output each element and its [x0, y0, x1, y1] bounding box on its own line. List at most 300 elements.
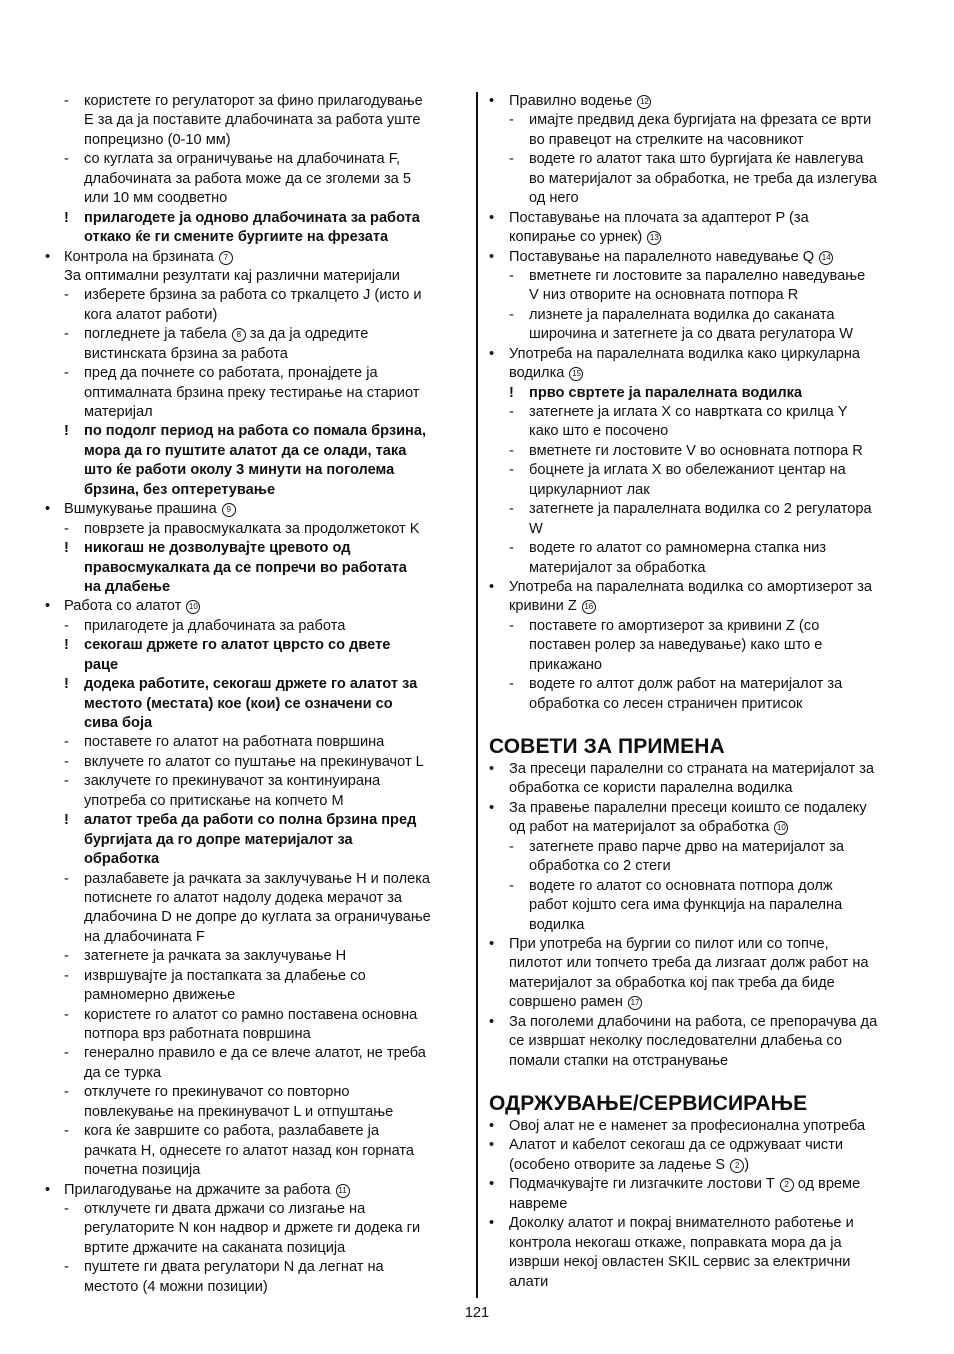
line-text: поставен ролер за наведување) како што е: [529, 637, 823, 654]
text-line: [45, 792, 467, 811]
text-line: [489, 150, 913, 169]
line-text: обработка со лесен страничен притисок: [529, 695, 803, 712]
text-line: [489, 636, 913, 655]
text-line: [45, 597, 467, 616]
text-line: [489, 131, 913, 150]
line-text: материјалот за обработка: [529, 559, 706, 576]
line-text: Поставување на паралелното наведување Q: [509, 248, 815, 265]
text-line: [489, 481, 913, 500]
dash-marker: -: [64, 1259, 69, 1276]
text-line: [489, 1032, 913, 1051]
bullet-marker: •: [45, 501, 51, 518]
line-text: откако ќе ги смените бургиите на фрезата: [84, 229, 389, 246]
line-text: како што е посочено: [529, 423, 669, 440]
text-line: [489, 877, 913, 896]
line-text: обработка со 2 стеги: [529, 858, 671, 875]
line-text: рачката H, однесете го алатот назад кон горната: [84, 1142, 415, 1159]
line-text: Доколку алатот и покрај внимателното работење и: [509, 1215, 854, 1232]
line-text: вметнете ги лостовите V во основната потпора R: [529, 442, 863, 459]
text-line: [489, 656, 913, 675]
text-line: [489, 364, 913, 383]
line-text: прилагодете ја одново длабочината за работа: [84, 209, 420, 226]
text-line: [489, 799, 913, 818]
bullet-marker: •: [489, 1118, 495, 1134]
line-text: За поголеми длабочини на работа, се препорачува да: [509, 1013, 878, 1030]
line-text: местото (местата) кое (кои) се означени со: [84, 695, 393, 712]
text-line: [489, 760, 913, 779]
text-line: [45, 92, 467, 111]
text-line: [45, 714, 467, 733]
text-line: [489, 442, 913, 461]
text-line: [45, 850, 467, 869]
figure-reference-badge: 17: [628, 996, 642, 1010]
line-text: прво свртете ја паралелната водилка: [529, 384, 803, 401]
text-line: [45, 500, 467, 519]
line-text-continued: за да ја одредите: [245, 326, 369, 343]
line-text: Контрола на брзината: [64, 248, 214, 265]
text-line: [45, 656, 467, 675]
dash-marker: -: [64, 326, 69, 343]
text-line: [45, 831, 467, 850]
text-line: [489, 228, 913, 247]
line-text: секогаш држете го алатот цврсто со двете: [84, 637, 391, 654]
bullet-marker: •: [489, 799, 495, 816]
line-text: Подмачкувајте ги лизгачките лостови T: [509, 1176, 775, 1193]
text-line: [45, 150, 467, 169]
text-line: [489, 189, 913, 208]
line-text: материјал: [84, 404, 153, 420]
bullet-marker: •: [489, 1215, 495, 1232]
line-text-continued: ): [744, 1156, 750, 1173]
figure-reference-badge: 15: [569, 367, 583, 381]
dash-marker: -: [509, 676, 514, 693]
line-text: на длабење: [84, 578, 171, 595]
figure-reference-badge: 2: [780, 1178, 794, 1192]
line-text: водилка: [509, 365, 565, 382]
text-line: [45, 520, 467, 539]
text-line: [45, 286, 467, 305]
text-line: [45, 384, 467, 403]
line-text: отклучете ги двата држачи со лизгање на: [84, 1200, 366, 1217]
line-text: правосмукалката да се попречи во работата: [84, 559, 407, 576]
text-line: [489, 838, 913, 857]
line-text: местото (4 можни позиции): [84, 1278, 268, 1295]
line-text: E за да ја поставите длабочината за работа уште: [84, 112, 421, 129]
text-line: [45, 1103, 467, 1122]
line-text: Вшмукување прашина: [64, 501, 217, 518]
line-text: разлабавете ја рачката за заклучување H и полека: [84, 870, 431, 887]
warning-marker: !: [64, 540, 69, 557]
line-text: Алатот и кабелот секогаш да се одржуваат чисти: [509, 1137, 844, 1154]
dash-marker: -: [509, 151, 514, 168]
line-text: пуштете ги двата регулатори N да легнат на: [84, 1259, 384, 1276]
line-text: При употреба на бургии со пилот или со топче,: [509, 935, 829, 952]
figure-reference-badge: 2: [730, 1159, 744, 1173]
line-text: Прилагодување на држачите за работа: [64, 1181, 331, 1198]
line-text: затегнете ја рачката за заклучување H: [84, 948, 347, 965]
text-line: [45, 209, 467, 228]
line-text: затегнете право парче дрво на материјалот за: [529, 838, 845, 855]
dash-marker: -: [509, 306, 514, 323]
application-tips-list: [489, 760, 913, 1071]
line-text: широчина и затегнете ја со двата регулатора W: [529, 326, 853, 343]
line-text: обработка се користи паралелна водилка: [509, 780, 793, 797]
line-text: или 10 мм соодветно: [84, 190, 228, 207]
dash-marker: -: [64, 753, 69, 770]
text-line: [489, 1175, 913, 1194]
bullet-marker: •: [489, 578, 495, 595]
bullet-marker: •: [45, 248, 51, 265]
text-line: [45, 1258, 467, 1277]
line-text: никогаш не дозволувајте цревото од: [84, 540, 351, 557]
line-text: вртите држачите на саканата позиција: [84, 1239, 346, 1256]
warning-marker: !: [64, 812, 69, 829]
line-text: изберете брзина за работа со тркалцето J (исто и: [84, 287, 422, 304]
text-line: [45, 870, 467, 889]
dash-marker: -: [64, 520, 69, 537]
line-text: потпора врз работната површина: [84, 1026, 311, 1042]
line-text: работ којшто сега има функција на паралелна: [529, 897, 843, 914]
text-line: [489, 779, 913, 798]
text-line: [45, 131, 467, 150]
dash-marker: -: [509, 501, 514, 518]
line-text: навреме: [509, 1195, 568, 1212]
line-text: прилагодете ја длабочината за работа: [84, 617, 346, 634]
text-line: [489, 500, 913, 519]
figure-reference-badge: 7: [219, 251, 233, 265]
line-text: се извршат неколку последователни длабења со: [509, 1033, 842, 1050]
page-number: 121: [464, 1305, 490, 1321]
text-line: [489, 422, 913, 441]
line-text: раце: [84, 656, 119, 673]
warning-marker: !: [64, 676, 69, 693]
text-line: [45, 306, 467, 325]
line-text: употреба со притискање на копчето M: [84, 792, 344, 809]
text-line: [45, 1122, 467, 1141]
text-line: [489, 974, 913, 993]
bullet-marker: •: [45, 598, 51, 615]
line-text: затегнете ја иглата X со навртката со крилца Y: [529, 404, 848, 420]
warning-marker: !: [509, 384, 514, 401]
line-text: погледнете ја табела: [84, 326, 227, 343]
line-text: пред да почнете со работата, пронајдете ја: [84, 365, 378, 382]
line-text: во правецот на стрелките на часовникот: [529, 131, 804, 148]
text-line: [489, 1253, 913, 1272]
figure-reference-badge: 13: [647, 231, 661, 245]
line-text: изврши некој овластен SKIL сервис за електрични: [509, 1254, 851, 1271]
line-text: обработка: [84, 851, 160, 868]
line-text: водете го алтот долж работ на материјалот за: [529, 676, 843, 693]
line-text: сива боја: [84, 715, 153, 731]
line-text: по подолг период на работа со помала брзина,: [84, 423, 427, 440]
bullet-marker: •: [489, 93, 495, 109]
figure-reference-badge: 14: [819, 251, 833, 265]
text-line: [489, 1273, 913, 1292]
line-text: помали стапки на отстранување: [509, 1052, 729, 1069]
line-text: вметнете ги лостовите за паралелно наведување: [529, 267, 866, 284]
line-text: водете го алатот така што бургијата ќе навлегува: [529, 151, 864, 168]
text-line: [45, 111, 467, 130]
line-text: користете го алатот со рамно поставена основна: [84, 1006, 418, 1023]
text-line: [45, 889, 467, 908]
dash-marker: -: [64, 365, 69, 382]
dash-marker: -: [64, 948, 69, 965]
line-text: генерално правило е да се влече алатот, не треба: [84, 1045, 426, 1062]
text-line: [489, 1117, 913, 1136]
left-column: [45, 92, 467, 1297]
line-text: кривини Z: [509, 598, 577, 615]
text-line: [45, 1219, 467, 1238]
line-text: Употреба на паралелната водилка со амортизерот за: [509, 578, 873, 595]
bullet-marker: •: [489, 209, 495, 226]
figure-reference-badge: 12: [637, 95, 651, 109]
line-text-continued: од време: [793, 1176, 861, 1193]
line-text: вклучете го алатот со пуштање на прекинувачот L: [84, 753, 424, 770]
line-text: од работ на материјалот за обработка: [509, 819, 770, 836]
line-text: поставете го алатот на работната површина: [84, 734, 385, 751]
text-line: [45, 1278, 467, 1297]
line-text: циркуларниот лак: [529, 481, 650, 498]
text-line: [489, 675, 913, 694]
text-line: [45, 228, 467, 247]
line-text: оптималната брзина преку тестирање на стариот: [84, 384, 420, 401]
text-line: [489, 597, 913, 616]
text-line: [45, 1064, 467, 1083]
text-line: [45, 947, 467, 966]
text-line: [45, 908, 467, 927]
warning-marker: !: [64, 209, 69, 226]
line-text: За оптимални резултати кај различни материјали: [64, 267, 400, 284]
text-line: [489, 92, 913, 111]
dash-marker: -: [509, 404, 514, 420]
line-text: вистинската брзина за работа: [84, 345, 288, 362]
text-line: [45, 189, 467, 208]
text-line: [45, 811, 467, 830]
text-line: [489, 954, 913, 973]
text-line: [45, 695, 467, 714]
text-line: [45, 753, 467, 772]
line-text: V низ отворите на основната потпора R: [529, 287, 799, 304]
figure-reference-badge: 11: [336, 1184, 350, 1198]
line-text: алати: [509, 1273, 549, 1290]
column-divider: [476, 92, 478, 1298]
line-text: Овој алат не е наменет за професионална употреба: [509, 1118, 866, 1134]
dash-marker: -: [509, 462, 514, 479]
figure-reference-badge: 8: [232, 328, 246, 342]
line-text: W: [529, 520, 543, 537]
line-text: Поставување на плочата за адаптерот P (за: [509, 209, 809, 226]
line-text: кога ќе завршите со работа, разлабавете ја: [84, 1123, 380, 1140]
figure-reference-badge: 10: [186, 600, 200, 614]
text-line: [489, 559, 913, 578]
line-text: мора да го пуштите алатот да се олади, така: [84, 442, 407, 459]
warning-marker: !: [64, 423, 69, 440]
line-text: регулаторите N кон надвор и држете ги додека ги: [84, 1220, 421, 1237]
line-text: длабочината за работа може да се зголеми за 5: [84, 170, 411, 187]
line-text: прикажано: [529, 656, 603, 673]
text-line: [45, 928, 467, 947]
text-line: [45, 1181, 467, 1200]
line-text: од него: [529, 190, 579, 207]
line-text: рамномерно движење: [84, 987, 236, 1004]
line-text: длабочина D не допре до куглата за ограничување: [84, 909, 431, 926]
text-line: [489, 539, 913, 558]
text-line: [45, 442, 467, 461]
text-line: [45, 345, 467, 364]
dash-marker: -: [64, 967, 69, 984]
text-line: [45, 1142, 467, 1161]
line-text: контрола некогаш откаже, поправката мора да ја: [509, 1234, 842, 1251]
line-text: пилотот или топчето треба да лизгаат долж работ на: [509, 955, 869, 972]
text-line: [489, 1195, 913, 1214]
line-text: заклучете го прекинувачот за континуирана: [84, 773, 381, 790]
line-text: затегнете ја паралелната водилка со 2 регулатора: [529, 501, 872, 518]
text-line: [45, 1239, 467, 1258]
dash-marker: -: [64, 870, 69, 887]
text-line: [45, 636, 467, 655]
bullet-marker: •: [489, 1176, 495, 1193]
text-line: [489, 286, 913, 305]
text-line: [489, 209, 913, 228]
dash-marker: -: [509, 617, 514, 634]
warning-marker: !: [64, 637, 69, 654]
heading-application-tips: СОВЕТИ ЗА ПРИМЕНА: [489, 735, 725, 758]
bullet-marker: •: [489, 761, 495, 777]
text-line: [45, 364, 467, 383]
line-text: извршувајте ја постапката за длабење со: [84, 967, 366, 984]
line-text: копирање со урнек): [509, 229, 643, 246]
line-text: да се турка: [84, 1064, 162, 1081]
line-text: што ќе работи околу 3 минути на поголема: [84, 462, 395, 479]
line-text: поврзете ја правосмукалката за продолжетокот K: [84, 520, 420, 537]
dash-marker: -: [509, 877, 514, 894]
figure-reference-badge: 9: [222, 503, 236, 517]
dash-marker: -: [64, 1123, 69, 1140]
dash-marker: -: [509, 267, 514, 284]
line-text: лизнете ја паралелната водилка до саканата: [529, 306, 835, 323]
line-text: во материјалот за обработка, не треба да излегува: [529, 170, 877, 187]
text-line: [489, 617, 913, 636]
line-text: водете го алатот со рамномерна стапка низ: [529, 540, 827, 557]
text-line: [45, 559, 467, 578]
text-line: [45, 1025, 467, 1044]
text-line: [45, 1200, 467, 1219]
text-line: [45, 325, 467, 344]
line-text: поставете го амортизерот за кривини Z (со: [529, 617, 820, 634]
text-line: [489, 403, 913, 422]
text-line: [489, 1052, 913, 1071]
bullet-marker: •: [489, 248, 495, 265]
line-text: на длабочината F: [84, 928, 205, 945]
text-line: [45, 461, 467, 480]
text-line: [489, 461, 913, 480]
text-line: [489, 345, 913, 364]
text-line: [45, 617, 467, 636]
figure-reference-badge: 10: [774, 821, 788, 835]
text-line: [489, 384, 913, 403]
maintenance-list: [489, 1117, 913, 1292]
text-line: [489, 578, 913, 597]
line-text: водилка: [529, 916, 585, 933]
bullet-marker: •: [489, 1137, 495, 1154]
text-line: [489, 1156, 913, 1175]
line-text: имајте предвид дека бургијата на фрезата се врти: [529, 112, 872, 129]
line-text: додека работите, секогаш држете го алатот за: [84, 676, 418, 693]
text-line: [45, 675, 467, 694]
text-line: [45, 267, 467, 286]
dash-marker: -: [64, 1084, 69, 1101]
text-line: [489, 1234, 913, 1253]
text-line: [45, 481, 467, 500]
text-line: [489, 306, 913, 325]
text-line: [45, 539, 467, 558]
text-line: [45, 733, 467, 752]
dash-marker: -: [509, 540, 514, 557]
text-line: [489, 896, 913, 915]
text-line: [489, 818, 913, 837]
figure-reference-badge: 16: [582, 600, 596, 614]
text-line: [489, 695, 913, 714]
text-line: [45, 1083, 467, 1102]
line-text: Работа со алатот: [64, 598, 182, 615]
dash-marker: -: [64, 1006, 69, 1023]
heading-maintenance: ОДРЖУВАЊЕ/СЕРВИСИРАЊЕ: [489, 1092, 808, 1115]
text-line: [45, 967, 467, 986]
text-line: [489, 935, 913, 954]
line-text: За пресеци паралелни со страната на материјалот за: [509, 761, 875, 777]
right-column: [489, 92, 913, 1292]
text-line: [45, 1006, 467, 1025]
text-line: [45, 422, 467, 441]
line-text: (особено отворите за ладење S: [509, 1156, 726, 1173]
text-line: [489, 857, 913, 876]
line-text: совршено рамен: [509, 994, 623, 1011]
bullet-marker: •: [489, 1013, 495, 1030]
text-line: [489, 248, 913, 267]
dash-marker: -: [509, 838, 514, 855]
line-text: бургијата да го допре материјалот за: [84, 831, 353, 848]
text-line: [45, 578, 467, 597]
text-line: [489, 325, 913, 344]
line-text: користете го регулаторот за фино прилагодување: [84, 93, 423, 109]
dash-marker: -: [64, 151, 69, 168]
line-text: со куглата за ограничување на длабочината F,: [84, 151, 401, 168]
line-text: брзина, без оптеретување: [84, 481, 276, 498]
dash-marker: -: [64, 287, 69, 304]
line-text: Употреба на паралелната водилка како циркуларна: [509, 345, 861, 362]
text-line: [45, 1044, 467, 1063]
text-line: [489, 1013, 913, 1032]
text-line: [489, 916, 913, 935]
dash-marker: -: [64, 773, 69, 790]
text-line: [45, 248, 467, 267]
line-text: почетна позиција: [84, 1162, 201, 1179]
dash-marker: -: [509, 112, 514, 129]
bullet-marker: •: [45, 1181, 51, 1198]
text-line: [45, 1161, 467, 1180]
line-text: повлекување на прекинувачот L и отпуштање: [84, 1103, 394, 1120]
text-line: [489, 111, 913, 130]
text-line: [45, 170, 467, 189]
guidance-instructions: [489, 92, 913, 714]
line-text: алатот треба да работи со полна брзина пред: [84, 812, 417, 829]
line-text: За правење паралелни пресеци коишто се подалеку: [509, 799, 867, 816]
line-text: отклучете го прекинувачот со повторно: [84, 1084, 350, 1101]
line-text: попрецизно (0-10 мм): [84, 131, 231, 148]
dash-marker: -: [64, 1045, 69, 1062]
dash-marker: -: [64, 1200, 69, 1217]
text-line: [489, 170, 913, 189]
